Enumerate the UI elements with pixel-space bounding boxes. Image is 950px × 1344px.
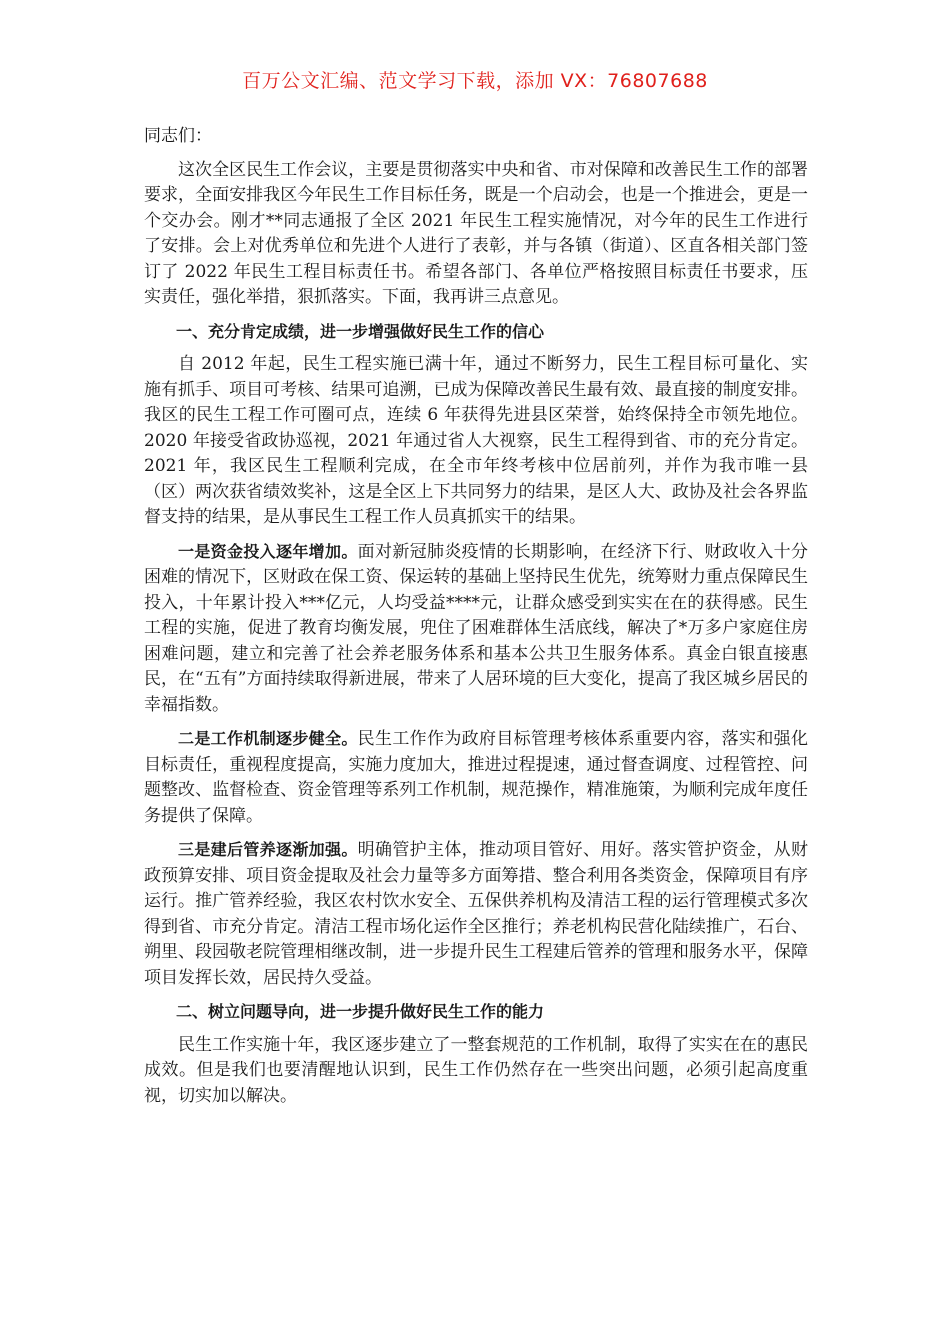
point-3-text: 明确管护主体，推动项目管好、用好。落实管护资金，从财政预算安排、项目资金提取及社会力量等多方面筹措、整合利用各类资金，保障项目有序运行。推广管养经验，我区农村饮水安全、五保供养机构及清洁工程的运行管理模式多次得到省、市充分肯定。清洁工程市场化运作全区推行；养老机构民营化陆续推广，石台、朔里、段园敬老院管理相继改制，进一步提升民生工程建后管养的管理和服务水平，保障项目发挥长效，居民持久受益。 [144, 840, 808, 988]
salutation: 同志们： [144, 126, 212, 146]
document-body [144, 124, 808, 1117]
intro-paragraph: 这次全区民生工作会议，主要是贯彻落实中央和省、市对保障和改善民生工作的部署要求，全面安排我区今年民生工作目标任务，既是一个启动会，也是一个推进会，更是一个交办会。刚才**同志通报了全区 2021 年民生工程实施情况，对今年的民生工作进行了安排。会上对优秀单位和先进个人进行了表彰，并与各镇（街道）、区直各相关部门签订了 2022 年民生工程目标责任书。希望各部门、各单位严格按照目标责任书要求，压实责任，强化举措，狠抓落实。下面，我再讲三点意见。 [144, 159, 808, 307]
section-1-body: 自 2012 年起，民生工程实施已满十年，通过不断努力，民生工程目标可量化、实施有抓手、项目可考核、结果可追溯，已成为保障改善民生最有效、最直接的制度安排。我区的民生工程工作可圈可点，连续 6 年获得先进县区荣誉，始终保持全市领先地位。2020 年接受省政协巡视，2021 年通过省人大视察，民生工程得到省、市的充分肯定。 2021 年，我区民生工程顺利完成，在全市年终考核中位居前列，并作为我市唯一县（区）两次获省绩效奖补，这是全区上下共同努力的结果，是区人大、政协及社会各界监督支持的结果，是从事民生工程工作人员真抓实干的结果。 [144, 354, 808, 527]
point-2-lead: 二是工作机制逐步健全。 [178, 729, 358, 748]
point-2-text: 民生工作作为政府目标管理考核体系重要内容，落实和强化目标责任，重视程度提高，实施力度加大，推进过程提速，通过督查调度、过程管控、问题整改、监督检查、资金管理等系列工作机制，规范操作，精准施策，为顺利完成年度任务提供了保障。 [144, 729, 808, 826]
section-2-heading: 二、树立问题导向，进一步提升做好民生工作的能力 [176, 1002, 545, 1021]
point-1-lead: 一是资金投入逐年增加。 [178, 541, 358, 561]
point-3-lead: 三是建后管养逐渐加强。 [178, 840, 358, 859]
point-1-text: 面对新冠肺炎疫情的长期影响，在经济下行、财政收入十分困难的情况下，区财政在保工资、保运转的基础上坚持民生优先，统筹财力重点保障民生投入，十年累计投入***亿元，人均受益****元，让群众感受到实实在在的获得感。民生工程的实施，促进了教育均衡发展，兜住了困难群体生活底线，解决了*万多户家庭住房困难问题，建立和完善了社会养老服务体系和基本公共卫生服务体系。真金白银直接惠民，在“五有”方面持续取得新进展，带来了人居环境的巨大变化，提高了我区城乡居民的幸福指数。 [144, 541, 808, 715]
section-2-body: 民生工作实施十年，我区逐步建立了一整套规范的工作机制，取得了实实在在的惠民成效。但是我们也要清醒地认识到，民生工作仍然存在一些突出问题，必须引起高度重视，切实加以解决。 [144, 1034, 808, 1106]
point-1-paragraph [144, 539, 808, 719]
point-2-paragraph [144, 726, 808, 829]
section-1-heading: 一、充分肯定成绩，进一步增强做好民生工作的信心 [176, 321, 545, 341]
download-banner: 百万公文汇编、范文学习下载，添加 VX：76807688 [242, 70, 708, 92]
point-3-paragraph [144, 837, 808, 991]
